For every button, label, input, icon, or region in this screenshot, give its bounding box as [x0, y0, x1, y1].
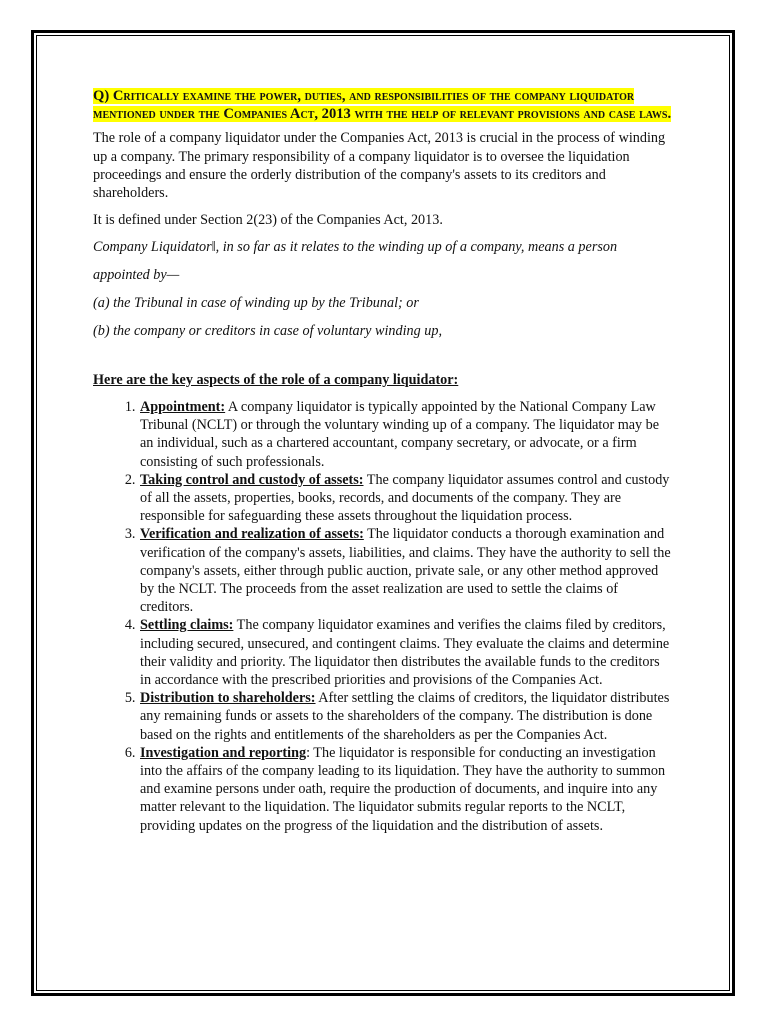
aspect-text: The company liquidator assumes control and custody of all the assets, properties, books, records, and documents of the company. They are responsible for safeguarding these assets throughout the liquidation process. [140, 471, 670, 525]
list-item [139, 744, 673, 835]
list-item [139, 525, 673, 616]
question-text: Q) Critically examine the power, duties, and responsibilities of the company liquidator mentioned under the Companies Act, 2013 with the help of relevant provisions and case laws. [93, 88, 672, 123]
aspect-text: : The liquidator is responsible for conducting an investigation into the affairs of the company leading to its liquidation. They have the authority to summon and examine persons under oath, require the production of documents, and inquire into any matter relevant to the liquidation. The liquidator submits regular reports to the NCLT, providing updates on the progress of the liquidation and the distribution of assets. [140, 744, 666, 834]
definition-source: It is defined under Section 2(23) of the Companies Act, 2013. [93, 212, 443, 229]
aspect-text: After settling the claims of creditors, the liquidator distributes any remaining funds or assets to the shareholders of the company. The distribution is done based on the rights and entitlements of the shareholders as per the Companies Act. [140, 690, 670, 743]
aspect-term: Verification and realization of assets: [140, 526, 364, 543]
definition-line-2: appointed by— [93, 267, 180, 284]
list-item [139, 398, 673, 471]
list-item [139, 616, 673, 689]
list-item [139, 471, 673, 526]
aspect-text: A company liquidator is typically appointed by the National Company Law Tribunal (NCLT) or through the voluntary winding up of a company. The liquidator may be an individual, such as a chartered accountant, company secretary, or advocate, or a firm consisting of such professionals. [140, 398, 660, 470]
definition-line-4: (b) the company or creditors in case of voluntary winding up, [93, 322, 442, 339]
key-aspects-list [93, 398, 673, 835]
aspect-text: The liquidator conducts a thorough examination and verification of the company's assets, liabilities, and claims. They have the authority to sell the company's assets, either through public auction, private sale, or any other method approved by the NCLT. The proceeds from the asset realization are used to settle the claims of creditors. [140, 526, 671, 616]
aspect-term: Distribution to shareholders: [140, 690, 316, 707]
key-aspects-heading: Here are the key aspects of the role of a company liquidator: [93, 371, 459, 388]
question-heading [93, 87, 673, 123]
aspect-term: Settling claims: [140, 617, 234, 634]
aspect-term: Appointment: [140, 398, 226, 415]
definition-line-1: Company Liquidator‖, in so far as it relates to the winding up of a company, means a person [93, 239, 618, 256]
aspect-term: Taking control and custody of assets: [140, 471, 364, 488]
list-item [139, 689, 673, 744]
aspect-text: The company liquidator examines and verifies the claims filed by creditors, including secured, unsecured, and contingent claims. They evaluate the claims and determine their validity and priority. The liquidator then distributes the available funds to the creditors in accordance with the prescribed priorities and provisions of the Companies Act. [140, 617, 670, 688]
document-page [93, 87, 673, 835]
definition-line-3: (a) the Tribunal in case of winding up by the Tribunal; or [93, 294, 419, 311]
intro-paragraph: The role of a company liquidator under the Companies Act, 2013 is crucial in the process of winding up a company. The primary responsibility of a company liquidator is to oversee the liquidation proceedings and ensure the orderly distribution of the company's assets to its creditors and shareholders. [93, 130, 666, 202]
aspect-term: Investigation and reporting [140, 744, 307, 761]
